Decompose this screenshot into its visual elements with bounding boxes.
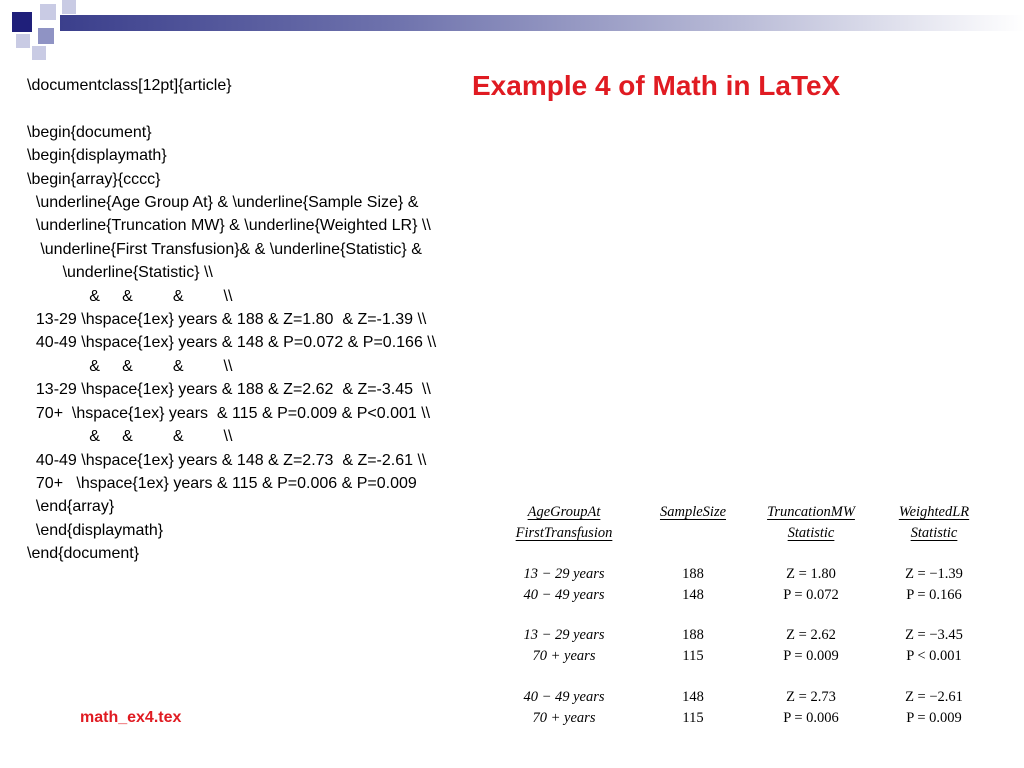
deco-square [62,0,76,14]
table-cell: Z = 2.73 [786,689,836,705]
deco-square [16,34,30,48]
table-cell: 70 + years [532,710,596,726]
table-header: SampleSize [659,504,727,520]
code-line: \underline{Age Group At} & \underline{Sample Size} & [27,194,419,212]
code-line: \begin{document} [27,123,152,141]
rendered-math-table [490,500,990,732]
code-line: \end{array} [27,498,115,516]
table-cell: 13 − 29 years [523,566,605,582]
code-line: & & & \\ [27,357,233,375]
table-cell: Z = −1.39 [905,566,963,582]
table-cell: P = 0.072 [783,587,839,603]
latex-source-code [27,74,436,566]
table-header: AgeGroupAt [527,504,601,520]
code-line: 70+ \hspace{1ex} years & 115 & P=0.009 & P<0.001 \\ [27,404,431,422]
table-cell: 115 [682,648,704,664]
code-line: \begin{array}{cccc} [27,170,161,188]
table-cell: P = 0.009 [906,710,962,726]
code-line: \underline{Truncation MW} & \underline{Weighted LR} \\ [27,217,431,235]
slide-title: Example 4 of Math in LaTeX [472,70,841,101]
table-cell: Z = 1.80 [786,566,836,582]
code-line: \underline{Statistic} \\ [27,264,213,282]
table-cell: Z = 2.62 [786,627,836,643]
table-header: FirstTransfusion [515,525,613,541]
deco-square [12,12,32,32]
code-line: & & & \\ [27,287,233,305]
table-cell: 13 − 29 years [523,627,605,643]
code-line: \end{displaymath} [27,521,164,539]
code-line: \end{document} [27,545,140,563]
table-cell: Z = −3.45 [905,627,963,643]
deco-square [32,46,46,60]
table-cell: 148 [682,689,704,705]
table-cell: P = 0.006 [783,710,839,726]
code-line: 70+ \hspace{1ex} years & 115 & P=0.006 & P=0.009 [27,474,417,492]
code-line: \underline{First Transfusion}& & \underline{Statistic} & [27,240,422,258]
code-line [27,97,436,120]
table-cell: 40 − 49 years [523,587,605,603]
table-header: TruncationMW [767,504,855,520]
table-cell: 40 − 49 years [523,689,605,705]
code-line: \begin{displaymath} [27,147,167,165]
deco-square [40,4,56,20]
table-header: Statistic [910,525,958,541]
table-cell: P = 0.009 [783,648,839,664]
code-line: 13-29 \hspace{1ex} years & 188 & Z=2.62 & Z=-3.45 \\ [27,381,431,399]
table-cell: 115 [682,710,704,726]
code-line: 40-49 \hspace{1ex} years & 148 & Z=2.73 & Z=-2.61 \\ [27,451,427,469]
code-line: 40-49 \hspace{1ex} years & 148 & P=0.072 & P=0.166 \\ [27,334,437,352]
code-line: & & & \\ [27,428,233,446]
table-cell: 148 [682,587,704,603]
code-line: 13-29 \hspace{1ex} years & 188 & Z=1.80 & Z=-1.39 \\ [27,311,427,329]
source-filename: math_ex4.tex [80,709,182,726]
table-cell: 188 [682,566,704,582]
header-gradient-bar [60,15,1024,31]
code-line: \documentclass[12pt]{article} [27,77,232,94]
table-header: Statistic [787,525,835,541]
deco-square [38,28,54,44]
table-cell: 70 + years [532,648,596,664]
table-header: WeightedLR [898,504,970,520]
table-cell: P < 0.001 [906,648,962,664]
table-cell: P = 0.166 [906,587,962,603]
table-cell: Z = −2.61 [905,689,963,705]
table-cell: 188 [682,627,704,643]
